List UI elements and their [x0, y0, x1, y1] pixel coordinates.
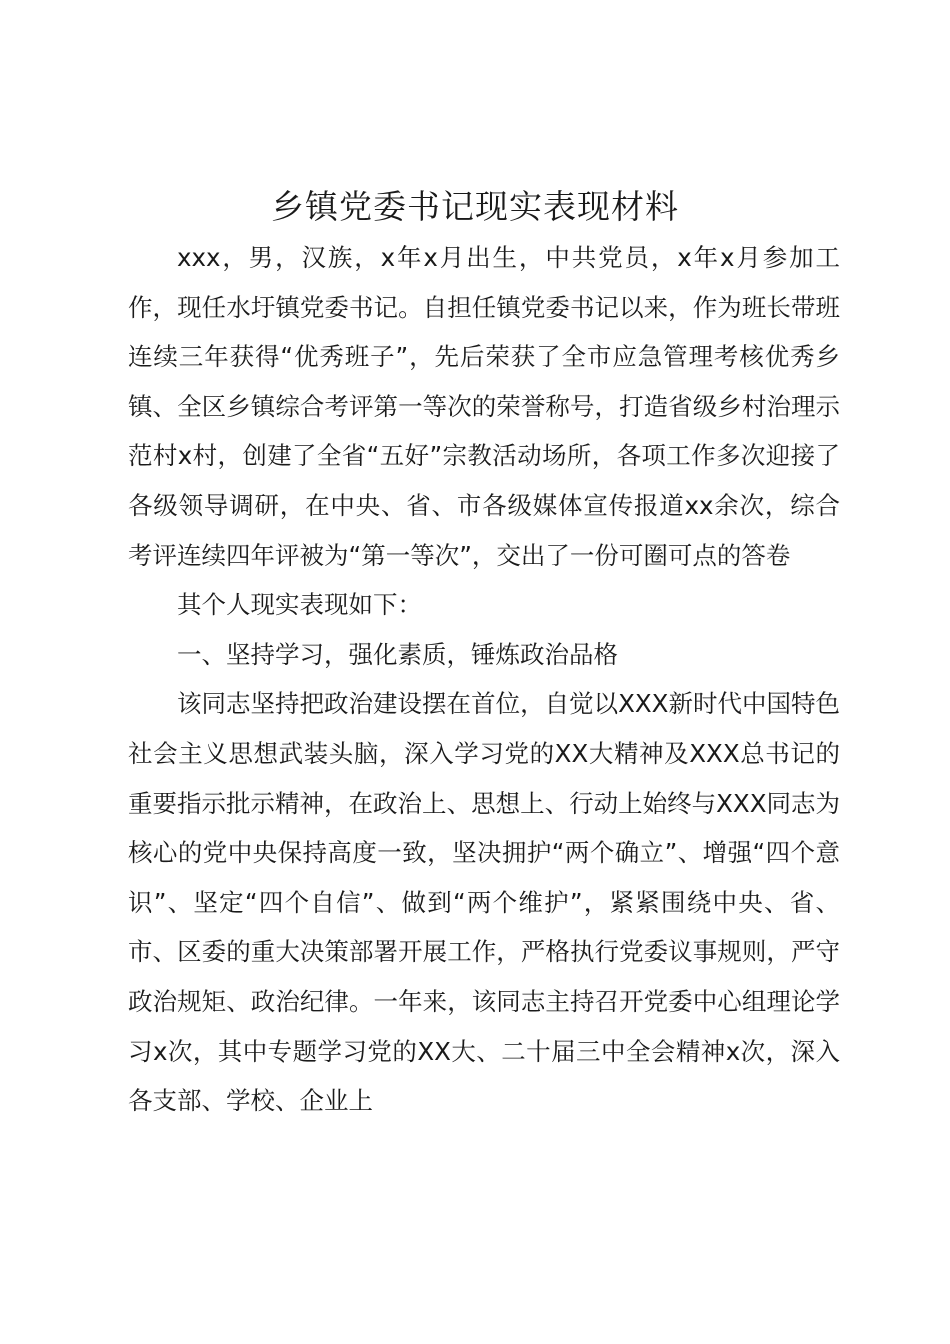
section-heading: 一、坚持学习，强化素质，锤炼政治品格	[177, 639, 618, 669]
document-body	[128, 233, 840, 1126]
document-title: 乡镇党委书记现实表现材料	[271, 187, 679, 226]
section-paragraph: 该同志坚持把政治建设摆在首位，自觉以XXX新时代中国特色社会主义思想武装头脑，深入学习党的XX大精神及XXX总书记的重要指示批示精神，在政治上、思想上、行动上始终与XXX同志为核心的党中央保持高度一致，坚决拥护“两个确立”、增强“四个意识”、坚定“四个自信”、做到“两个维护”，紧紧围绕中央、省、市、区委的重大决策部署开展工作，严格执行党委议事规则，严守政治规矩、政治纪律。一年来，该同志主持召开党委中心组理论学习x次，其中专题学习党的XX大、二十届三中全会精神x次，深入各支部、学校、企业上	[128, 689, 840, 1116]
intro-paragraph: xxx，男，汉族，x年x月出生，中共党员，x年x月参加工作，现任水圩镇党委书记。自担任镇党委书记以来，作为班长带班连续三年获得“优秀班子”，先后荣获了全市应急管理考核优秀乡镇、全区乡镇综合考评第一等次的荣誉称号，打造省级乡村治理示范村x村，创建了全省“五好”宗教活动场所，各项工作多次迎接了各级领导调研，在中央、省、市各级媒体宣传报道xx余次，综合考评连续四年评被为“第一等次”，交出了一份可圈可点的答卷	[128, 243, 840, 570]
summary-lead-paragraph: 其个人现实表现如下：	[177, 590, 422, 620]
